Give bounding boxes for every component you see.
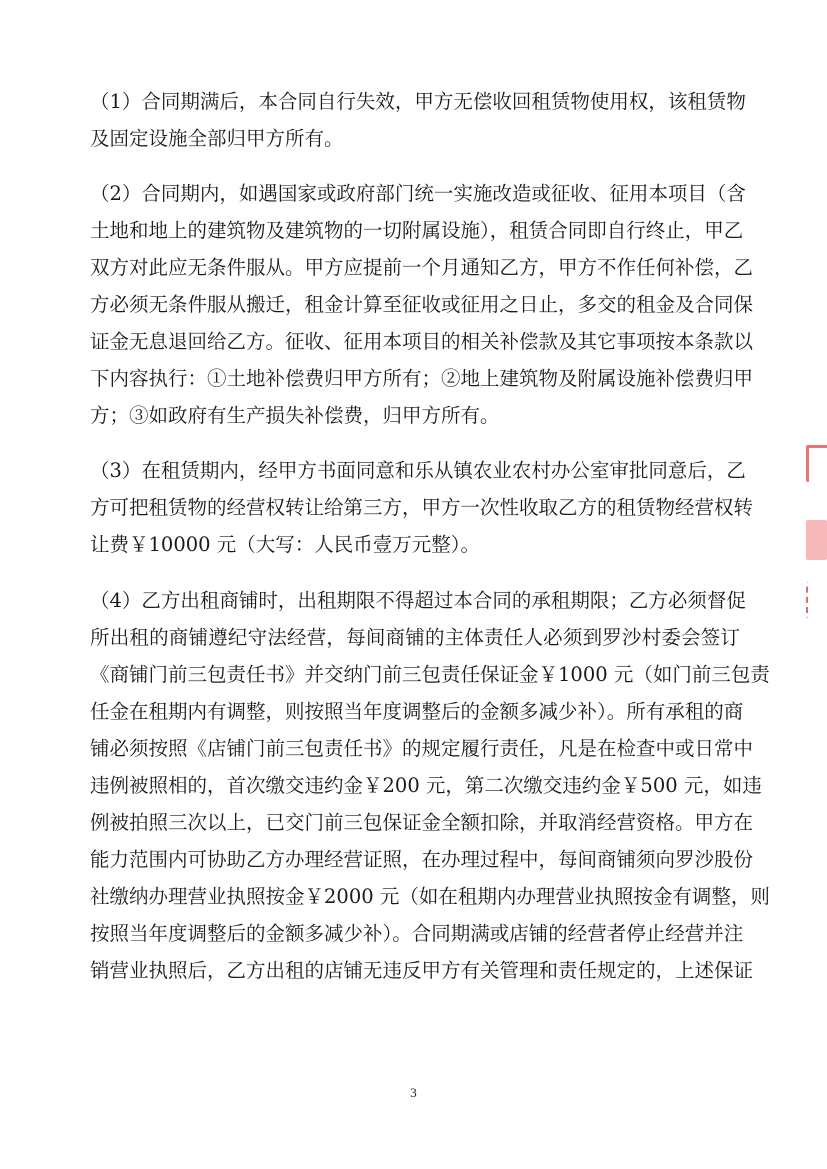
clause-4-line-3: 《商铺门前三包责任书》并交纳门前三包责任保证金￥1000 元（如门前三包责 <box>90 663 770 686</box>
clause-1-line-2: 及固定设施全部归甲方所有。 <box>90 127 344 150</box>
clause-2-line-1: （2）合同期内，如遇国家或政府部门统一实施改造或征收、征用本项目（含 <box>90 182 746 205</box>
clause-2-line-6: 下内容执行：①土地补偿费归甲方所有；②地上建筑物及附属设施补偿费归甲 <box>90 367 754 390</box>
page-number: 3 <box>410 1085 417 1100</box>
clause-2-line-7: 方；③如政府有生产损失补偿费，归甲方所有。 <box>90 404 500 427</box>
clause-3-line-1: （3）在租赁期内，经甲方书面同意和乐从镇农业农村办公室审批同意后，乙 <box>90 459 746 482</box>
clause-4-line-10: 按照当年度调整后的金额多减少补）。合同期满或店铺的经营者停止经营并注 <box>90 922 744 945</box>
clause-4-line-11: 销营业执照后，乙方出租的店铺无违反甲方有关管理和责任规定的，上述保证 <box>90 959 754 982</box>
clause-2-line-5: 证金无息退回给乙方。征收、征用本项目的相关补偿款及其它事项按本条款以 <box>90 330 754 353</box>
clause-4-line-1: （4）乙方出租商铺时，出租期限不得超过本合同的承租期限；乙方必须督促 <box>90 589 746 612</box>
clause-2-line-3: 双方对此应无条件服从。甲方应提前一个月通知乙方，甲方不作任何补偿，乙 <box>90 256 754 279</box>
clause-1-line-1: （1）合同期满后，本合同自行失效，甲方无偿收回租赁物使用权，该租赁物 <box>90 90 746 113</box>
clause-4-line-7: 例被拍照三次以上，已交门前三包保证金全额扣除，并取消经营资格。甲方在 <box>90 811 754 834</box>
clause-4-line-6: 违例被照相的，首次缴交违约金￥200 元，第二次缴交违约金￥500 元，如违 <box>90 774 762 797</box>
clause-4-line-4: 任金在租期内有调整，则按照当年度调整后的金额多减少补）。所有承租的商 <box>90 700 744 723</box>
clause-3-line-3: 让费￥10000 元（大写：人民币壹万元整）。 <box>90 533 480 556</box>
clause-4-line-9: 社缴纳办理营业执照按金￥2000 元（如在租期内办理营业执照按金有调整，则 <box>90 885 770 908</box>
red-seal-fragment-bottom <box>806 582 827 618</box>
red-seal-fragment-top <box>806 445 827 482</box>
clause-2-line-2: 土地和地上的建筑物及建筑物的一切附属设施），租赁合同即自行终止，甲乙 <box>90 219 744 242</box>
clause-4-line-5: 铺必须按照《店铺门前三包责任书》的规定履行责任，凡是在检查中或日常中 <box>90 737 754 760</box>
red-seal-fragment-middle <box>806 520 827 560</box>
clause-2-line-4: 方必须无条件服从搬迁，租金计算至征收或征用之日止，多交的租金及合同保 <box>90 293 754 316</box>
clause-4-line-8: 能力范围内可协助乙方办理经营证照，在办理过程中，每间商铺须向罗沙股份 <box>90 848 754 871</box>
clause-4-line-2: 所出租的商铺遵纪守法经营，每间商铺的主体责任人必须到罗沙村委会签订 <box>90 626 740 649</box>
clause-3-line-2: 方可把租赁物的经营权转让给第三方，甲方一次性收取乙方的租赁物经营权转 <box>90 496 754 519</box>
